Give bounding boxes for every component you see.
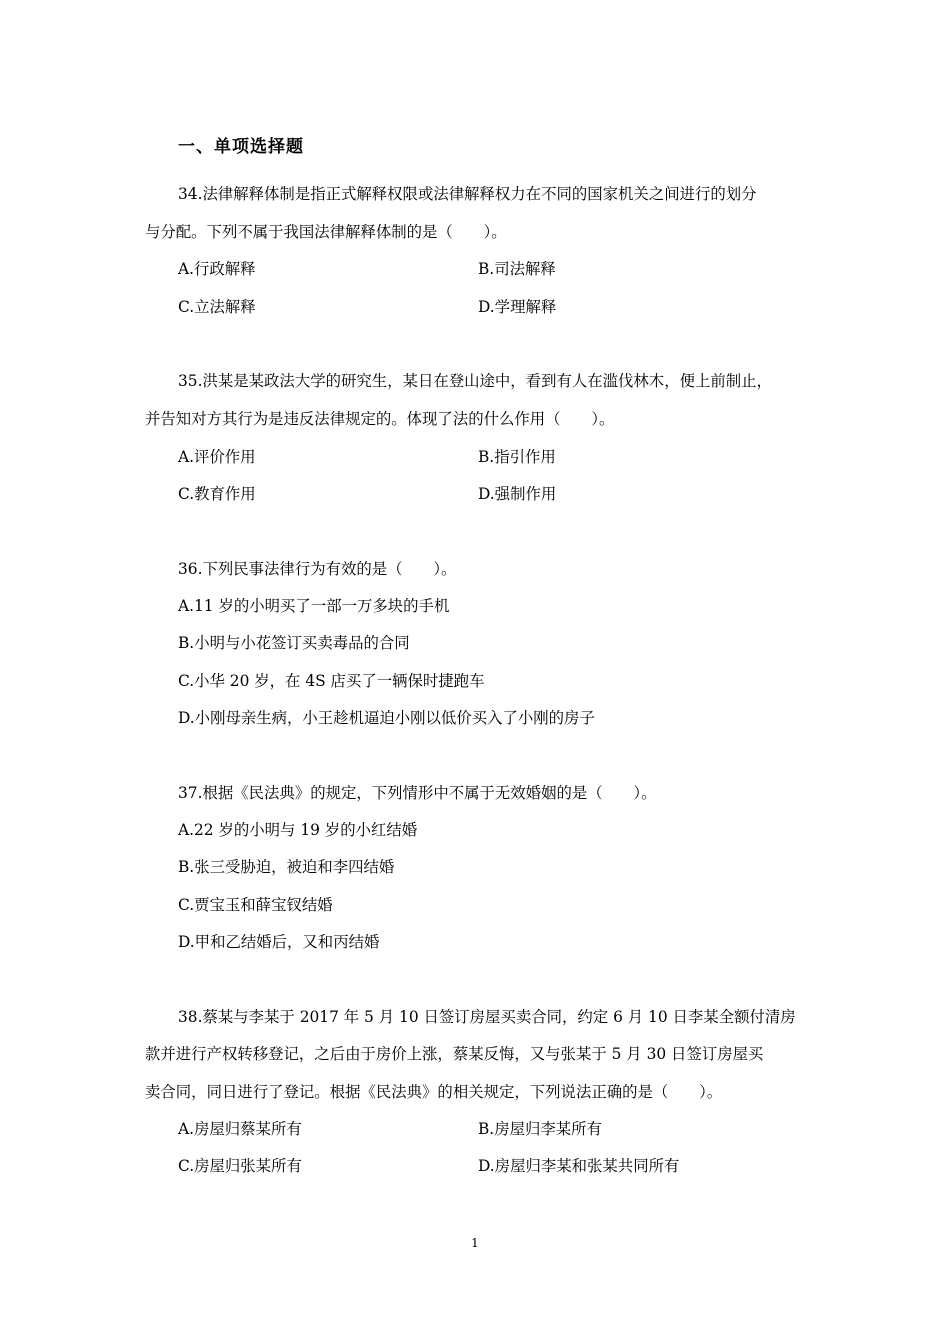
question-35-stem-line-2: 并告知对方其行为是违反法律规定的。体现了法的什么作用（ ）。 — [145, 410, 615, 428]
question-38-stem-line-1: 38.蔡某与李某于 2017 年 5 月 10 日签订房屋买卖合同，约定 6 月 10 日李某全额付清房 — [178, 1008, 796, 1026]
question-37-option-b: B.张三受胁迫，被迫和李四结婚 — [178, 858, 395, 876]
question-36-option-a: A.11 岁的小明买了一部一万多块的手机 — [178, 597, 450, 615]
question-34-option-c: C.立法解释 — [178, 298, 256, 316]
question-37-option-d: D.甲和乙结婚后，又和丙结婚 — [178, 933, 380, 951]
question-34-option-d: D.学理解释 — [478, 298, 557, 316]
page-number: 1 — [471, 1236, 479, 1250]
question-36-option-d: D.小刚母亲生病，小王趁机逼迫小刚以低价买入了小刚的房子 — [178, 709, 595, 727]
question-35-stem-line-1: 35.洪某是某政法大学的研究生，某日在登山途中，看到有人在滥伐林木，便上前制止， — [178, 372, 772, 390]
question-34-stem-line-1: 34.法律解释体制是指正式解释权限或法律解释权力在不同的国家机关之间进行的划分 — [178, 185, 757, 203]
question-35-option-a: A.评价作用 — [178, 448, 256, 466]
question-36-stem: 36.下列民事法律行为有效的是（ ）。 — [178, 560, 457, 578]
question-37-option-c: C.贾宝玉和薛宝钗结婚 — [178, 896, 333, 914]
question-34-option-a: A.行政解释 — [178, 260, 256, 278]
question-34-option-b: B.司法解释 — [478, 260, 556, 278]
question-36-option-c: C.小华 20 岁，在 4S 店买了一辆保时捷跑车 — [178, 672, 485, 690]
question-35-option-c: C.教育作用 — [178, 485, 256, 503]
question-36-option-b: B.小明与小花签订买卖毒品的合同 — [178, 634, 410, 652]
question-38-option-a: A.房屋归蔡某所有 — [178, 1120, 302, 1138]
section-title: 一、单项选择题 — [178, 137, 304, 157]
question-34-stem-line-2: 与分配。下列不属于我国法律解释体制的是（ ）。 — [145, 223, 507, 241]
question-35-option-b: B.指引作用 — [478, 448, 556, 466]
question-38-stem-line-2: 款并进行产权转移登记，之后由于房价上涨，蔡某反悔，又与张某于 5 月 30 日签订房屋买 — [145, 1045, 764, 1063]
question-38-option-d: D.房屋归李某和张某共同所有 — [478, 1157, 680, 1175]
question-37-option-a: A.22 岁的小明与 19 岁的小红结婚 — [178, 821, 418, 839]
question-37-stem: 37.根据《民法典》的规定，下列情形中不属于无效婚姻的是（ ）。 — [178, 784, 657, 802]
question-38-option-c: C.房屋归张某所有 — [178, 1157, 302, 1175]
question-35-option-d: D.强制作用 — [478, 485, 557, 503]
question-38-stem-line-3: 卖合同，同日进行了登记。根据《民法典》的相关规定，下列说法正确的是（ ）。 — [145, 1083, 723, 1101]
question-38-option-b: B.房屋归李某所有 — [478, 1120, 602, 1138]
